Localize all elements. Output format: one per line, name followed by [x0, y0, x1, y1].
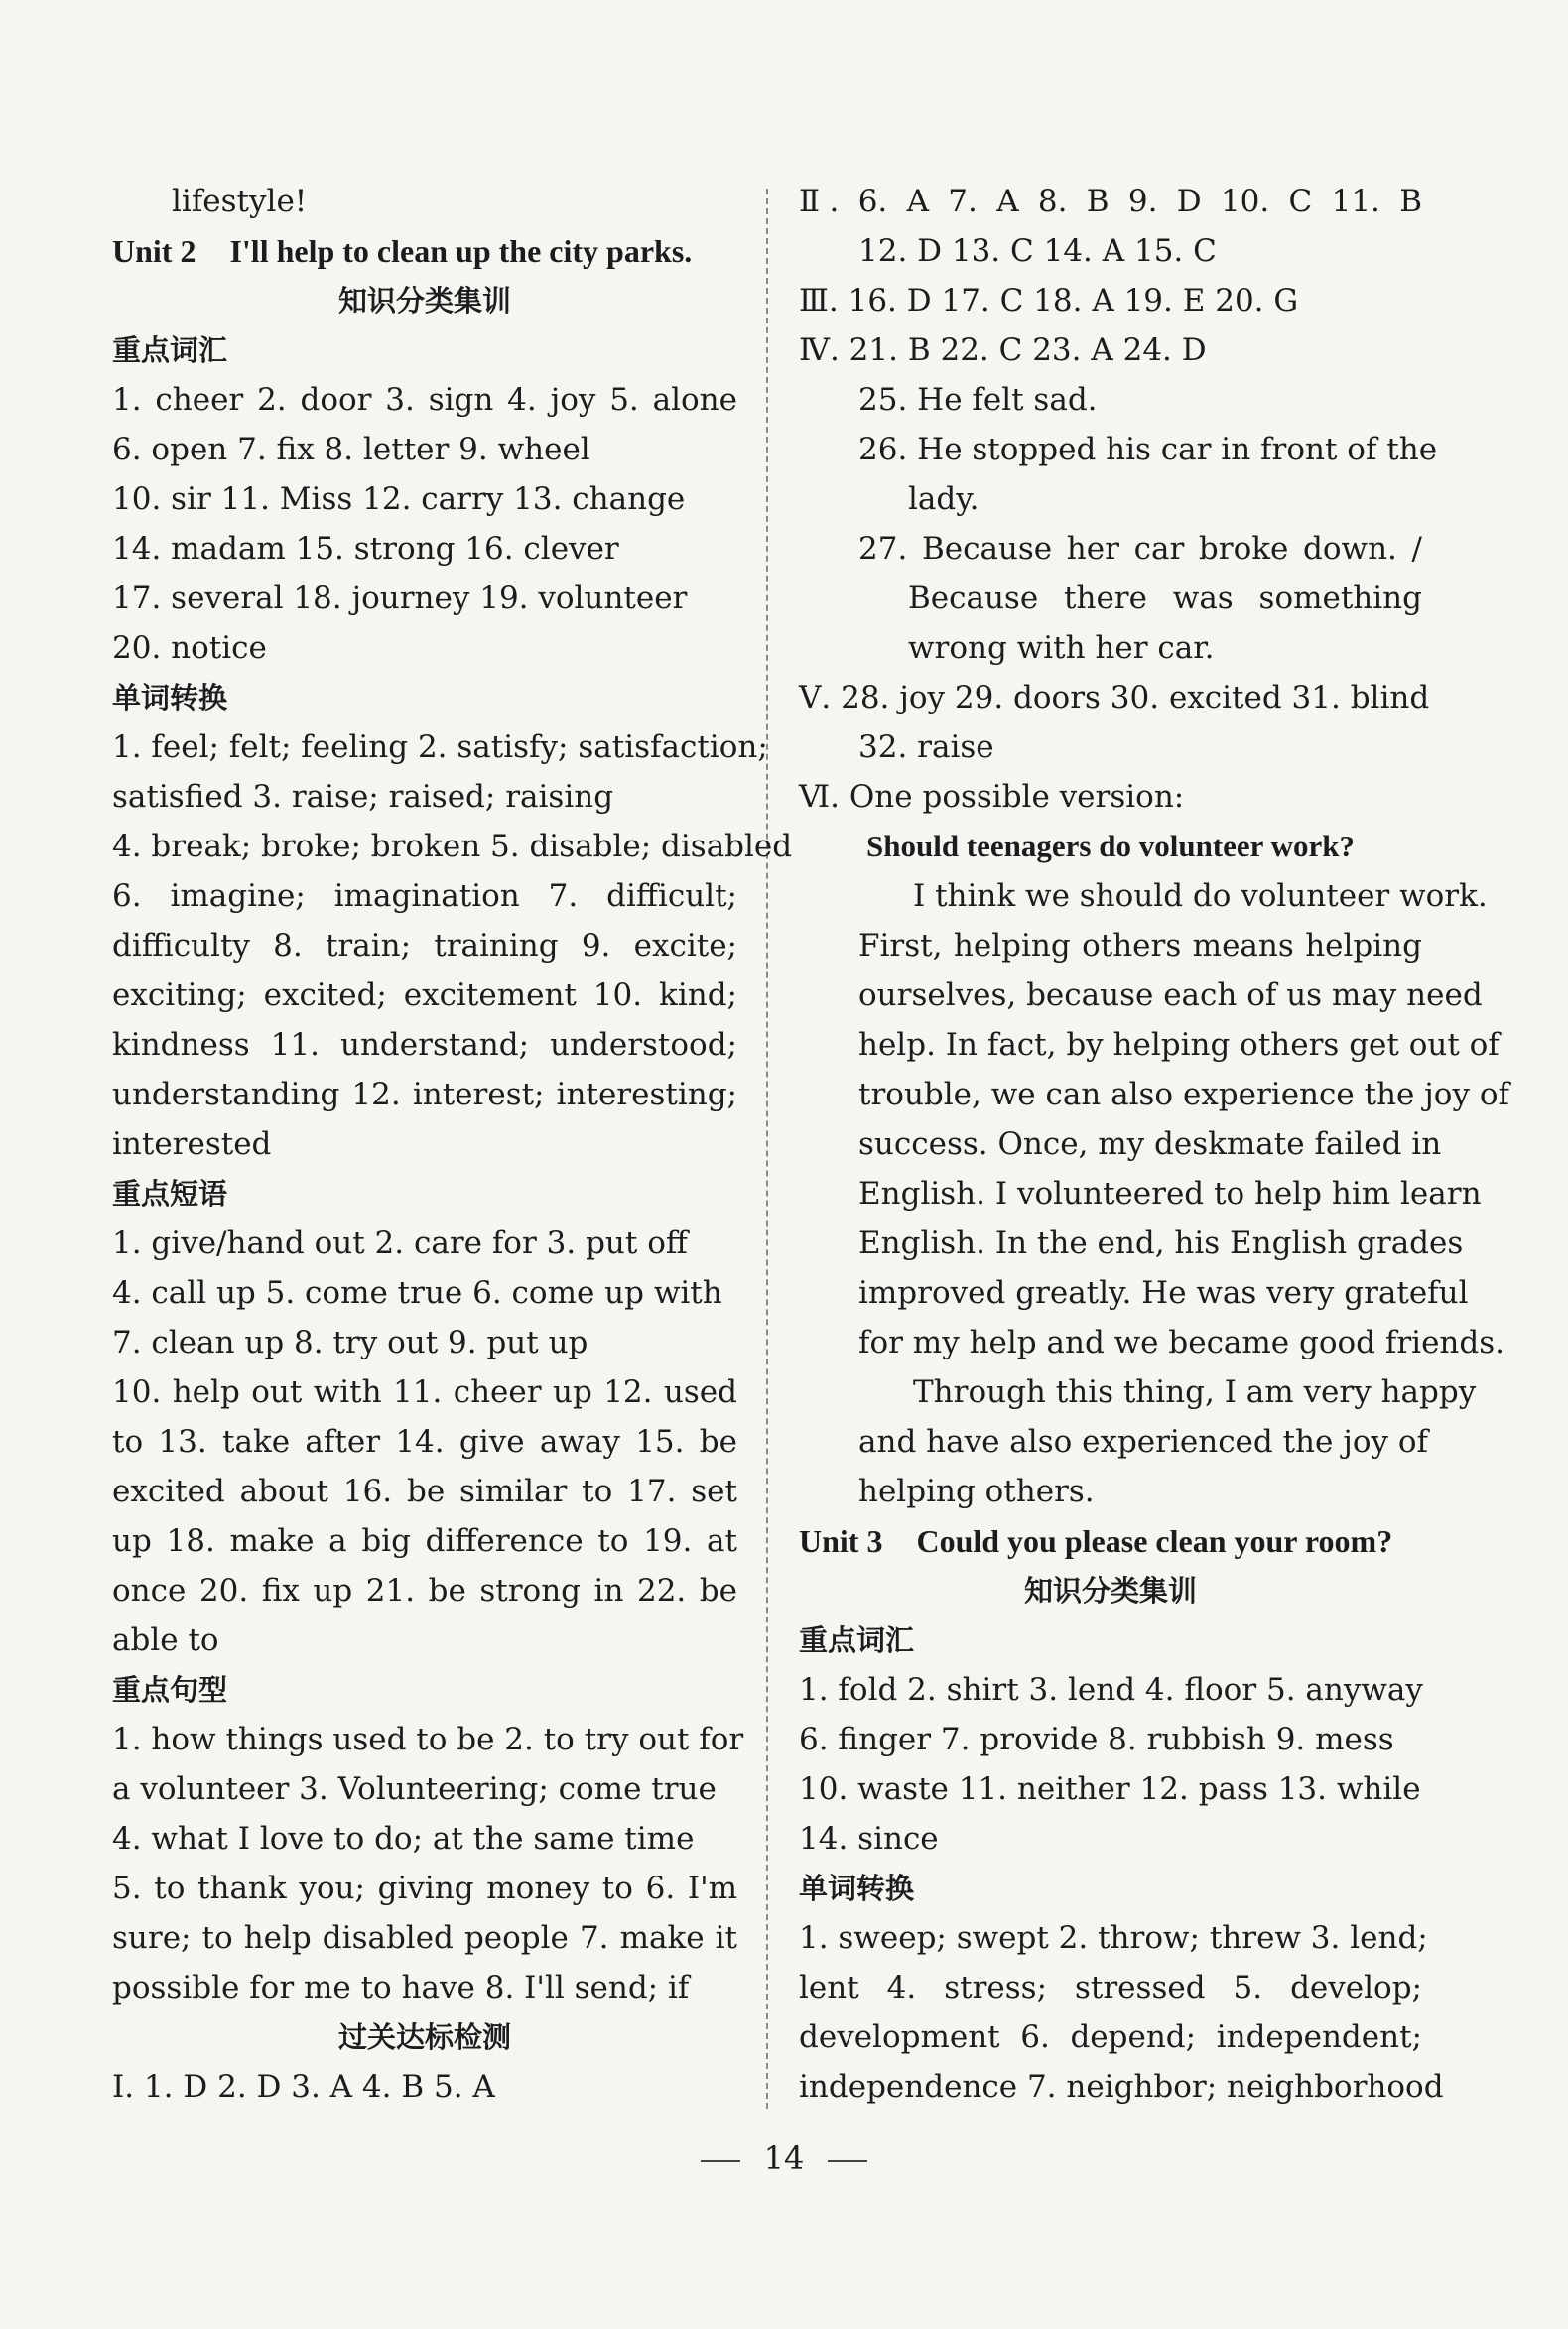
answer-line: help. In fact, by helping others get out of — [858, 1027, 1500, 1063]
answer-line: First, helping others means helping — [858, 928, 1422, 964]
unit-label: Unit 3 — [799, 1523, 883, 1559]
subsection-heading: 单词转换 — [112, 681, 228, 714]
answer-line: English. I volunteered to help him learn — [858, 1176, 1482, 1212]
subsection-heading: 重点句型 — [112, 1673, 228, 1707]
answer-line: 4. call up 5. come true 6. come up with — [112, 1275, 722, 1311]
page-footer — [0, 2134, 1568, 2183]
answer-line: Ⅵ. One possible version: — [799, 779, 1185, 815]
answer-line: 27. Because her car broke down. / — [858, 531, 1422, 567]
answer-line: development 6. depend; independent; — [799, 2019, 1422, 2055]
right-column — [799, 177, 1509, 2112]
page-number: 14 — [763, 2139, 805, 2177]
answer-line: Ⅰ. 1. D 2. D 3. A 4. B 5. A — [112, 2069, 495, 2105]
answer-line: 1. cheer 2. door 3. sign 4. joy 5. alone — [112, 382, 737, 418]
answer-line: excited about 16. be similar to 17. set — [112, 1474, 737, 1509]
answer-line: 6. open 7. fix 8. letter 9. wheel — [112, 432, 590, 467]
subsection-heading: 重点词汇 — [799, 1623, 915, 1657]
section-heading: 知识分类集训 — [337, 284, 511, 318]
column-divider — [766, 189, 768, 2109]
answer-line: 32. raise — [858, 729, 994, 765]
unit-heading — [799, 1516, 1422, 1566]
answer-line: up 18. make a big difference to 19. at — [112, 1523, 737, 1559]
answer-line: exciting; excited; excitement 10. kind; — [112, 977, 737, 1013]
unit-label: Unit 2 — [112, 233, 196, 269]
answer-line: 6. imagine; imagination 7. difficult; — [112, 878, 737, 914]
answer-line: satisfied 3. raise; raised; raising — [112, 779, 614, 815]
answer-line: independence 7. neighbor; neighborhood — [799, 2069, 1444, 2105]
footer-dash-right — [828, 2160, 867, 2162]
answer-line: 1. give/hand out 2. care for 3. put off — [112, 1226, 688, 1261]
answer-line: understanding 12. interest; interesting; — [112, 1077, 737, 1112]
answer-line: trouble, we can also experience the joy of — [858, 1077, 1509, 1112]
answer-line: and have also experienced the joy of — [858, 1424, 1428, 1460]
subsection-heading: 单词转换 — [799, 1872, 915, 1905]
answer-line: 1. sweep; swept 2. throw; threw 3. lend; — [799, 1920, 1428, 1956]
answer-line: able to — [112, 1622, 219, 1658]
section-heading: 过关达标检测 — [337, 2020, 511, 2054]
answer-line: lent 4. stress; stressed 5. develop; — [799, 1970, 1422, 2006]
footer-dash-left — [701, 2160, 740, 2162]
subsection-heading: 重点短语 — [112, 1177, 228, 1211]
answer-line: wrong with her car. — [908, 630, 1215, 666]
answer-line: I think we should do volunteer work. — [913, 878, 1488, 914]
answer-line: 20. notice — [112, 630, 267, 666]
answer-line: 10. help out with 11. cheer up 12. used — [112, 1374, 737, 1410]
answer-line: 14. since — [799, 1821, 939, 1857]
answer-line: 1. how things used to be 2. to try out for — [112, 1722, 744, 1757]
answer-line: 17. several 18. journey 19. volunteer — [112, 581, 688, 616]
answer-line: 14. madam 15. strong 16. clever — [112, 531, 619, 567]
answer-line: success. Once, my deskmate failed in — [858, 1126, 1442, 1162]
answer-line: a volunteer 3. Volunteering; come true — [112, 1771, 717, 1807]
answer-line: Through this thing, I am very happy — [913, 1374, 1477, 1410]
answer-line: Ⅲ. 16. D 17. C 18. A 19. E 20. G — [799, 283, 1299, 319]
answer-line: Ⅴ. 28. joy 29. doors 30. excited 31. blind — [799, 680, 1430, 715]
answer-line: 1. feel; felt; feeling 2. satisfy; satisfaction; — [112, 729, 768, 765]
answer-line: to 13. take after 14. give away 15. be — [112, 1424, 737, 1460]
answer-line: Ⅱ. 6. A 7. A 8. B 9. D 10. C 11. B — [799, 184, 1422, 219]
answer-line: 10. sir 11. Miss 12. carry 13. change — [112, 481, 686, 517]
answer-line: possible for me to have 8. I'll send; if — [112, 1970, 690, 2006]
left-column — [112, 177, 793, 2112]
answer-line: helping others. — [858, 1474, 1095, 1509]
answer-line: kindness 11. understand; understood; — [112, 1027, 737, 1063]
answer-line: 6. finger 7. provide 8. rubbish 9. mess — [799, 1722, 1394, 1757]
answer-line: 10. waste 11. neither 12. pass 13. while — [799, 1771, 1421, 1807]
answer-line: 1. fold 2. shirt 3. lend 4. floor 5. anyway — [799, 1672, 1423, 1708]
answer-line: 12. D 13. C 14. A 15. C — [858, 233, 1217, 269]
answer-line: interested — [112, 1126, 272, 1162]
answer-line: sure; to help disabled people 7. make it — [112, 1920, 737, 1956]
unit-heading — [112, 226, 737, 276]
answer-line: 7. clean up 8. try out 9. put up — [112, 1325, 588, 1360]
answer-line: 5. to thank you; giving money to 6. I'm — [112, 1871, 737, 1906]
answer-line: difficulty 8. train; training 9. excite; — [112, 928, 737, 964]
answer-line: 4. what I love to do; at the same time — [112, 1821, 695, 1857]
unit-title: Could you please clean your room? — [916, 1523, 1393, 1559]
answer-line: Because there was something — [908, 581, 1422, 616]
subsection-heading: 重点词汇 — [112, 333, 228, 367]
answer-line: improved greatly. He was very grateful — [858, 1275, 1469, 1311]
answer-line: 26. He stopped his car in front of the — [858, 432, 1438, 467]
answer-line: 4. break; broke; broken 5. disable; disabled — [112, 829, 793, 864]
answer-line: lady. — [908, 481, 980, 517]
section-heading: 知识分类集训 — [1023, 1574, 1197, 1608]
answer-line: 25. He felt sad. — [858, 382, 1098, 418]
answer-line: lifestyle! — [172, 184, 308, 219]
answer-line: for my help and we became good friends. — [858, 1325, 1504, 1360]
answer-line: ourselves, because each of us may need — [858, 977, 1483, 1013]
essay-title: Should teenagers do volunteer work? — [865, 829, 1355, 863]
answer-line: English. In the end, his English grades — [858, 1226, 1464, 1261]
answer-line: once 20. fix up 21. be strong in 22. be — [112, 1573, 737, 1609]
unit-title: I'll help to clean up the city parks. — [229, 233, 693, 269]
answer-line: Ⅳ. 21. B 22. C 23. A 24. D — [799, 332, 1207, 368]
